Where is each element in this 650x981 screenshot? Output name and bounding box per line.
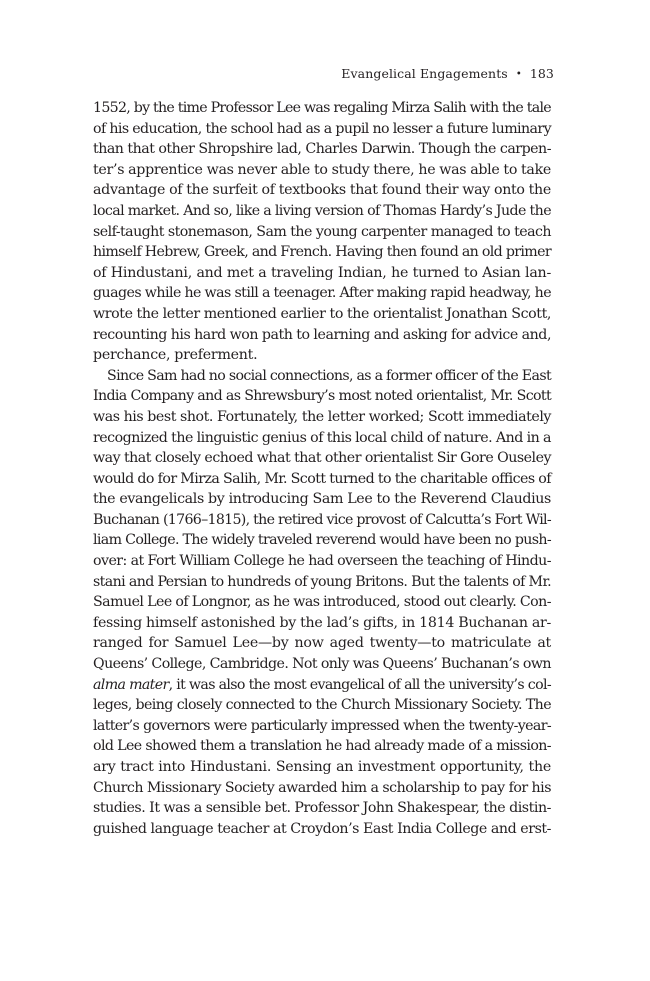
text-line: than that other Shropshire lad, Charles Darwin. Though the carpen- [93, 141, 551, 158]
text-line: local market. And so, like a living version of Thomas Hardy’s Jude the [93, 202, 551, 219]
paragraph-1 [93, 98, 551, 366]
text-line: recognized the linguistic genius of this local child of nature. And in a [93, 429, 551, 446]
text-line: 1552, by the time Professor Lee was regaling Mirza Salih with the tale [93, 100, 551, 116]
text-line: way that closely echoed what that other orientalist Sir Gore Ouseley [93, 450, 551, 467]
text-line: Since Sam had no social connections, as a former officer of the East [107, 367, 551, 384]
text-line: ter’s apprentice was never able to study there, he was able to take [93, 161, 551, 178]
text-line: ary tract into Hindustani. Sensing an investment opportunity, the [93, 759, 551, 775]
text-line: himself Hebrew, Greek, and French. Having then found an old primer [93, 244, 551, 261]
text-line: India Company and as Shrewsbury’s most noted orientalist, Mr. Scott [93, 388, 551, 405]
text-line: over: at Fort William College he had overseen the teaching of Hindu- [93, 553, 551, 570]
text-line: Queens’ College, Cambridge. Not only was Queens’ Buchanan’s own [93, 656, 551, 673]
page-number: 183 [529, 66, 554, 81]
text-line: guished language teacher at Croydon’s East India College and erst- [93, 820, 551, 837]
text-line: Church Missionary Society awarded him a scholarship to pay for his [93, 779, 551, 796]
text-line: latter’s governors were particularly impressed when the twenty-year- [93, 717, 551, 734]
text-line: ranged for Samuel Lee—by now aged twenty—to matriculate at [93, 635, 551, 652]
text-line: of Hindustani, and met a traveling Indian, he turned to Asian lan- [93, 264, 551, 281]
text-line: liam College. The widely traveled reverend would have been no push- [93, 532, 551, 549]
text-line: guages while he was still a teenager. After making rapid headway, he [93, 285, 552, 302]
italic-phrase: alma mater [93, 676, 169, 693]
running-head-separator: • [515, 69, 522, 80]
body-text [93, 98, 551, 839]
running-head-title: Evangelical Engagements [341, 66, 508, 81]
text-line: studies. It was a sensible bet. Professor John Shakespear, the distin- [93, 800, 551, 817]
text-line: wrote the letter mentioned earlier to the orientalist Jonathan Scott, [93, 305, 551, 322]
text-line: fessing himself astonished by the lad’s gifts, in 1814 Buchanan ar- [93, 614, 551, 631]
text-line: leges, being closely connected to the Church Missionary Society. The [93, 697, 551, 714]
text-line: Samuel Lee of Longnor, as he was introduced, stood out clearly. Con- [93, 594, 551, 611]
text-line: would do for Mirza Salih, Mr. Scott turned to the charitable offices of [93, 470, 551, 487]
running-head [341, 66, 554, 81]
text-line: self-taught stonemason, Sam the young carpenter managed to teach [93, 223, 551, 240]
text-line: perchance, preferment. [93, 347, 258, 364]
text-line: of his education, the school had as a pupil no lesser a future luminary [93, 120, 551, 137]
text-line: was his best shot. Fortunately, the letter worked; Scott immediately [93, 408, 551, 425]
text-line: old Lee showed them a translation he had already made of a mission- [93, 738, 551, 755]
text-line: the evangelicals by introducing Sam Lee to the Reverend Claudius [93, 491, 551, 508]
text-line: stani and Persian to hundreds of young Britons. But the talents of Mr. [93, 573, 551, 590]
text-fragment: , it was also the most evangelical of all the university’s col- [168, 676, 551, 693]
paragraph-2 [93, 366, 551, 840]
text-line: Buchanan (1766–1815), the retired vice provost of Calcutta’s Fort Wil- [93, 511, 551, 528]
text-line-with-italic [93, 675, 551, 696]
text-line: advantage of the surfeit of textbooks that found their way onto the [93, 182, 551, 199]
text-line: recounting his hard won path to learning and asking for advice and, [93, 326, 551, 343]
